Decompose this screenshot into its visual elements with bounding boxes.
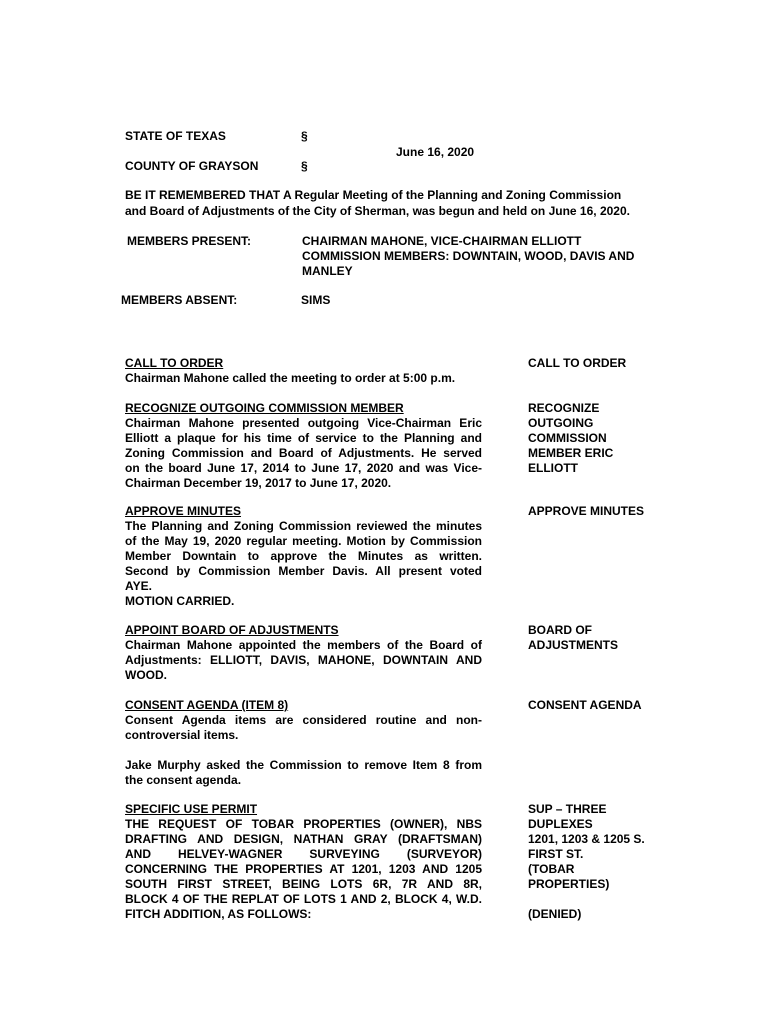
- paragraph-line: THE REQUEST OF TOBAR PROPERTIES (OWNER), NBS: [125, 817, 482, 831]
- margin-note-line: COMMISSION: [528, 431, 607, 445]
- paragraph-line: Second by Commission Member Davis. All present voted: [125, 564, 482, 578]
- margin-note-line: 1201, 1203 & 1205 S.: [528, 832, 645, 846]
- paragraph-line: AND HELVEY-WAGNER SURVEYING (SURVEYOR): [125, 847, 482, 861]
- section-symbol: §: [301, 129, 308, 143]
- paragraph-line: Chairman Mahone appointed the members of the Board of: [125, 638, 482, 652]
- paragraph-line: FITCH ADDITION, AS FOLLOWS:: [125, 907, 312, 921]
- margin-note: [528, 698, 668, 713]
- margin-note-line: MEMBER ERIC: [528, 446, 614, 460]
- paragraph-line: The Planning and Zoning Commission reviewed the minutes: [125, 519, 482, 533]
- section-heading: RECOGNIZE OUTGOING COMMISSION MEMBER: [125, 401, 404, 415]
- section-symbol: §: [301, 159, 308, 173]
- margin-note: [528, 401, 668, 476]
- paragraph-line: AYE.: [125, 579, 152, 593]
- margin-note-line: FIRST ST.: [528, 847, 584, 861]
- paragraph-line: Consent Agenda items are considered routine and non-: [125, 713, 482, 727]
- margin-note: [528, 802, 668, 892]
- outgoing-member-section: [125, 401, 482, 491]
- section-heading: APPROVE MINUTES: [125, 504, 242, 518]
- state-label: STATE OF TEXAS: [125, 129, 226, 143]
- margin-note-line: (TOBAR: [528, 862, 575, 876]
- paragraph-line: CONCERNING THE PROPERTIES AT 1201, 1203 AND 1205: [125, 862, 482, 876]
- intro-line: BE IT REMEMBERED THAT A Regular Meeting of the Planning and Zoning Commission: [125, 188, 622, 202]
- paragraph-line: Adjustments: ELLIOTT, DAVIS, MAHONE, DOWNTAIN AND: [125, 653, 482, 667]
- paragraph-line: Jake Murphy asked the Commission to remove Item 8 from: [125, 758, 482, 772]
- consent-agenda-note: [125, 758, 482, 788]
- paragraph-line: SOUTH FIRST STREET, BEING LOTS 6R, 7R AND 8R,: [125, 877, 482, 891]
- margin-note-line: PROPERTIES): [528, 877, 610, 891]
- section-heading: SPECIFIC USE PERMIT: [125, 802, 258, 816]
- call-to-order-section: [125, 356, 482, 386]
- margin-note-line: OUTGOING: [528, 416, 594, 430]
- paragraph-line: Chairman December 19, 2017 to June 17, 2020.: [125, 476, 392, 490]
- paragraph-line: Zoning Commission and Board of Adjustments. He served: [125, 446, 482, 460]
- paragraph-line: controversial items.: [125, 728, 239, 742]
- section-heading: CONSENT AGENDA (ITEM 8): [125, 698, 289, 712]
- members-absent-label: MEMBERS ABSENT:: [121, 293, 238, 307]
- members-absent-value: SIMS: [301, 293, 331, 307]
- county-label: COUNTY OF GRAYSON: [125, 159, 259, 173]
- paragraph-line: of the May 19, 2020 regular meeting. Motion by Commission: [125, 534, 482, 548]
- intro-line: and Board of Adjustments of the City of Sherman, was begun and held on June 16, 2020.: [125, 204, 630, 218]
- section-heading: CALL TO ORDER: [125, 356, 224, 370]
- members-present-line: CHAIRMAN MAHONE, VICE-CHAIRMAN ELLIOTT: [302, 234, 582, 248]
- members-present-list: [302, 234, 662, 279]
- margin-note: [528, 504, 668, 519]
- members-present-line: COMMISSION MEMBERS: DOWNTAIN, WOOD, DAVIS AND: [302, 249, 635, 263]
- approve-minutes-section: [125, 504, 482, 609]
- board-of-adjustments-section: [125, 623, 482, 683]
- margin-note: [528, 623, 668, 653]
- consent-agenda-section: [125, 698, 482, 743]
- margin-note-line: APPROVE MINUTES: [528, 504, 645, 518]
- meeting-date: June 16, 2020: [396, 145, 475, 159]
- paragraph-line: WOOD.: [125, 668, 167, 682]
- paragraph-line: BLOCK 4 OF THE REPLAT OF LOTS 1 AND 2, BLOCK 4, W.D.: [125, 892, 482, 906]
- paragraph-line: Chairman Mahone called the meeting to order at 5:00 p.m.: [125, 371, 456, 385]
- paragraph-line: the consent agenda.: [125, 773, 242, 787]
- specific-use-permit-section: [125, 802, 482, 922]
- margin-note-line: BOARD OF: [528, 623, 592, 637]
- members-present-line: MANLEY: [302, 264, 353, 278]
- members-present-label: MEMBERS PRESENT:: [127, 234, 252, 248]
- paragraph-line: DRAFTING AND DESIGN, NATHAN GRAY (DRAFTSMAN): [125, 832, 482, 846]
- section-heading: APPOINT BOARD OF ADJUSTMENTS: [125, 623, 339, 637]
- margin-note-line: CONSENT AGENDA: [528, 698, 642, 712]
- paragraph-line: Elliott a plaque for his time of service to the Planning and: [125, 431, 482, 445]
- margin-note-line: ELLIOTT: [528, 461, 578, 475]
- status-denied: (DENIED): [528, 907, 582, 921]
- paragraph-line: Member Downtain to approve the Minutes as written.: [125, 549, 482, 563]
- margin-note: [528, 356, 668, 371]
- margin-note-line: CALL TO ORDER: [528, 356, 627, 370]
- margin-note-line: SUP – THREE: [528, 802, 607, 816]
- paragraph-line: MOTION CARRIED.: [125, 594, 235, 608]
- margin-note-line: DUPLEXES: [528, 817, 593, 831]
- paragraph-line: Chairman Mahone presented outgoing Vice-Chairman Eric: [125, 416, 482, 430]
- paragraph-line: on the board June 17, 2014 to June 17, 2020 and was Vice-: [125, 461, 482, 475]
- margin-note-line: ADJUSTMENTS: [528, 638, 619, 652]
- margin-note-line: RECOGNIZE: [528, 401, 600, 415]
